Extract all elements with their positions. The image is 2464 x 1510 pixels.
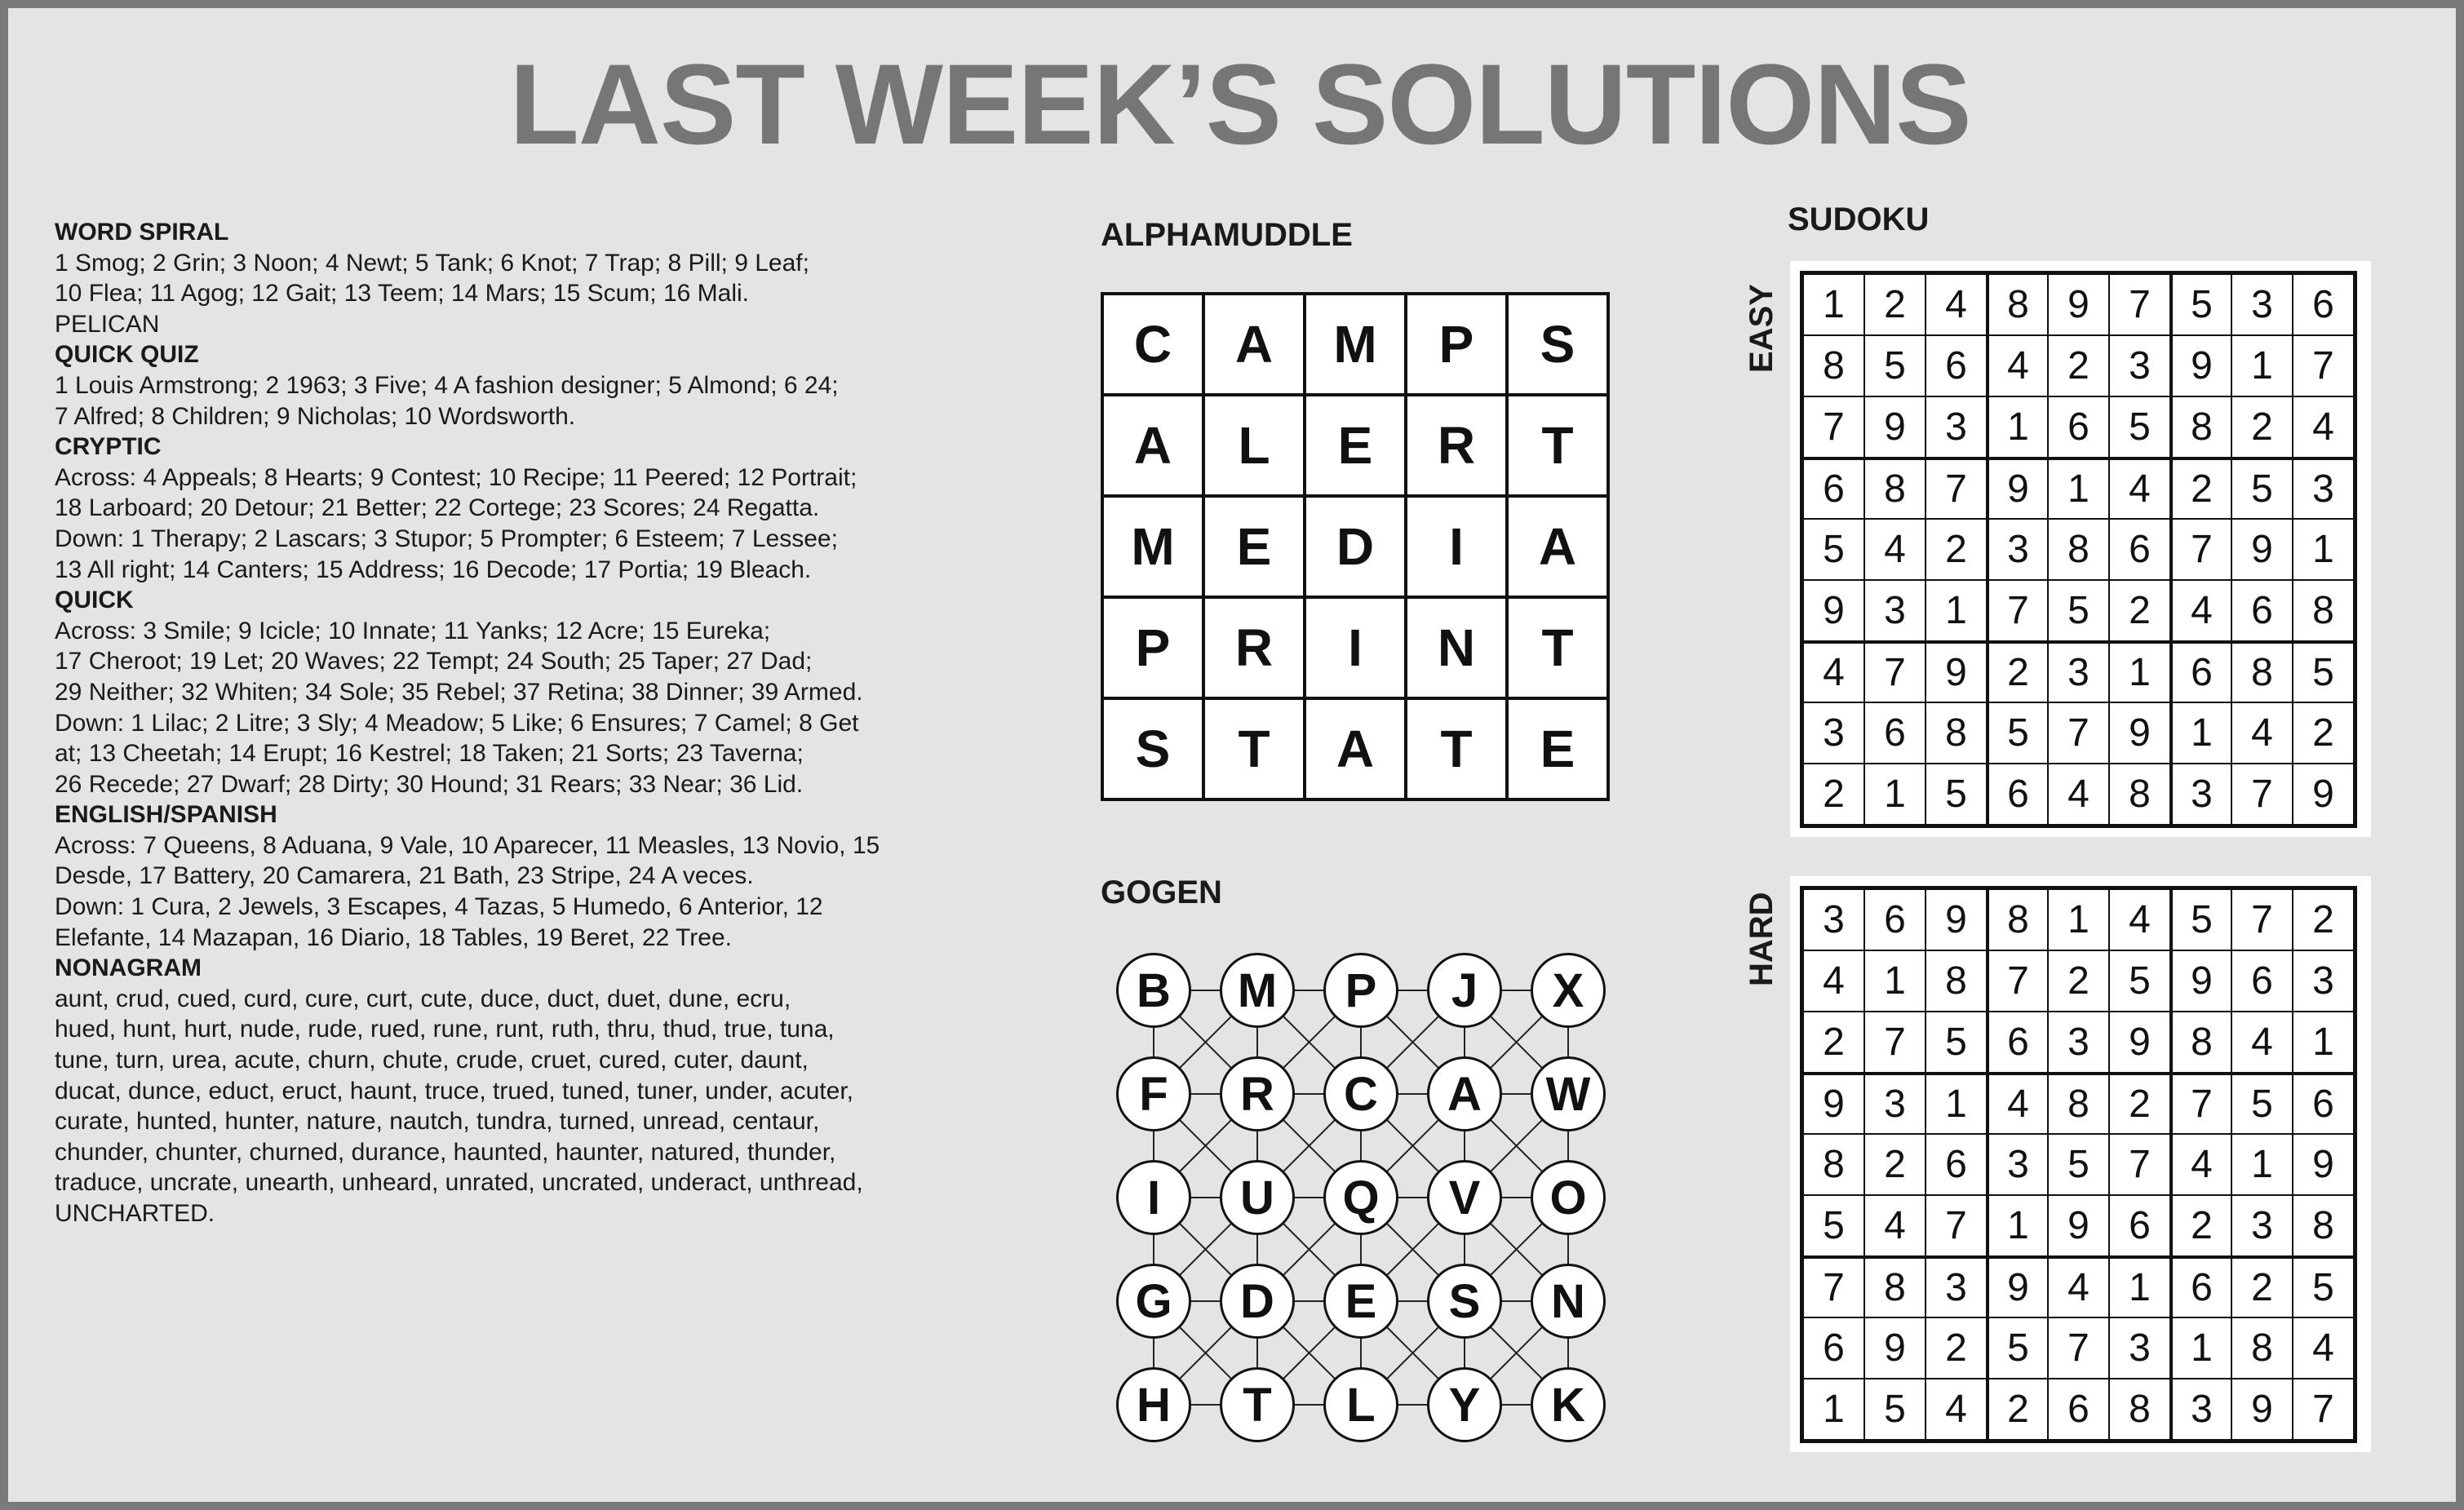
- easy-sudoku-cell: 3: [2293, 458, 2354, 519]
- hard-sudoku-cell: 1: [2170, 1317, 2231, 1379]
- easy-sudoku-cell: 3: [1926, 396, 1987, 458]
- easy-sudoku-cell: 4: [1803, 641, 1864, 702]
- hard-sudoku-cell: 4: [2170, 1134, 2231, 1195]
- easy-sudoku-grid: [1800, 271, 2357, 828]
- easy-sudoku-cell: 4: [2231, 702, 2293, 764]
- section-heading: ENGLISH/SPANISH: [55, 801, 277, 829]
- hard-sudoku-cell: 6: [2170, 1256, 2231, 1317]
- gogen-heading: GOGEN: [1101, 875, 1222, 910]
- section-line: Across: 4 Appeals; 8 Hearts; 9 Contest; 10 Recipe; 11 Peered; 12 Portrait;: [55, 463, 858, 491]
- hard-sudoku-cell: 5: [2231, 1073, 2293, 1134]
- alphamuddle-cell: S: [1102, 698, 1203, 799]
- easy-sudoku-cell: 7: [2293, 335, 2354, 396]
- easy-sudoku-cell: 5: [1803, 519, 1864, 580]
- section-heading: QUICK: [55, 587, 134, 614]
- section-line: curate, hunted, hunter, nature, nautch, tundra, turned, unread, centaur,: [55, 1108, 820, 1136]
- hard-sudoku-cell: 4: [1926, 1379, 1987, 1440]
- easy-sudoku-cell: 6: [1987, 764, 2048, 825]
- alphamuddle-cell: S: [1507, 294, 1608, 395]
- section-line: chunder, chunter, churned, durance, haunted, haunter, natured, thunder,: [55, 1138, 836, 1166]
- hard-sudoku-cell: 8: [2170, 1012, 2231, 1073]
- gogen-node: R: [1220, 1056, 1295, 1131]
- alphamuddle-cell: P: [1102, 597, 1203, 698]
- gogen-node: I: [1116, 1160, 1191, 1235]
- easy-sudoku-cell: 2: [2170, 458, 2231, 519]
- alphamuddle-cell: E: [1203, 496, 1305, 597]
- hard-sudoku-cell: 4: [2293, 1317, 2354, 1379]
- gogen-node: H: [1116, 1367, 1191, 1442]
- gogen-node: A: [1427, 1056, 1502, 1131]
- easy-sudoku-cell: 2: [1803, 764, 1864, 825]
- gogen-node: D: [1220, 1264, 1295, 1339]
- gogen-node: U: [1220, 1160, 1295, 1235]
- alphamuddle-cell: P: [1406, 294, 1507, 395]
- alphamuddle-cell: C: [1102, 294, 1203, 395]
- hard-sudoku-cell: 1: [1926, 1073, 1987, 1134]
- hard-sudoku-cell: 6: [2109, 1195, 2170, 1256]
- alphamuddle-cell: A: [1507, 496, 1608, 597]
- easy-sudoku-cell: 9: [1864, 396, 1926, 458]
- easy-sudoku-cell: 6: [1864, 702, 1926, 764]
- hard-sudoku-cell: 6: [2293, 1073, 2354, 1134]
- alphamuddle-cell: M: [1305, 294, 1406, 395]
- easy-sudoku-cell: 1: [2109, 641, 2170, 702]
- hard-sudoku-cell: 2: [2170, 1195, 2231, 1256]
- easy-sudoku-cell: 3: [1987, 519, 2048, 580]
- easy-sudoku-cell: 8: [1987, 274, 2048, 335]
- hard-sudoku-cell: 7: [2293, 1379, 2354, 1440]
- hard-sudoku-cell: 3: [1987, 1134, 2048, 1195]
- hard-sudoku-cell: 7: [1926, 1195, 1987, 1256]
- easy-sudoku-cell: 7: [1987, 580, 2048, 641]
- easy-sudoku-cell: 7: [2109, 274, 2170, 335]
- hard-sudoku-cell: 8: [1803, 1134, 1864, 1195]
- easy-sudoku-cell: 4: [2109, 458, 2170, 519]
- hard-sudoku-cell: 2: [1803, 1012, 1864, 1073]
- section-line: hued, hunt, hurt, nude, rude, rued, rune, runt, ruth, thru, thud, true, tuna,: [55, 1016, 835, 1043]
- hard-sudoku-cell: 3: [2293, 950, 2354, 1012]
- easy-sudoku-cell: 2: [1987, 641, 2048, 702]
- gogen-node: K: [1531, 1367, 1606, 1442]
- easy-sudoku-cell: 1: [1987, 396, 2048, 458]
- hard-sudoku-cell: 4: [2109, 889, 2170, 950]
- alphamuddle-cell: L: [1203, 395, 1305, 496]
- hard-label: HARD: [1744, 892, 1779, 986]
- gogen-puzzle: [1101, 938, 1624, 1460]
- solutions-text-column: [55, 217, 1034, 1229]
- easy-sudoku-cell: 7: [2048, 702, 2109, 764]
- hard-sudoku-cell: 9: [2293, 1134, 2354, 1195]
- easy-sudoku-cell: 2: [2109, 580, 2170, 641]
- easy-sudoku-cell: 3: [1803, 702, 1864, 764]
- section-line: traduce, uncrate, unearth, unheard, unrated, uncrated, underact, unthread,: [55, 1169, 863, 1197]
- easy-sudoku-cell: 6: [2048, 396, 2109, 458]
- hard-sudoku-cell: 8: [1926, 950, 1987, 1012]
- alphamuddle-cell: M: [1102, 496, 1203, 597]
- alphamuddle-cell: E: [1507, 698, 1608, 799]
- alphamuddle-cell: T: [1406, 698, 1507, 799]
- easy-sudoku-cell: 5: [1987, 702, 2048, 764]
- hard-sudoku-cell: 6: [2048, 1379, 2109, 1440]
- easy-sudoku-cell: 3: [2048, 641, 2109, 702]
- hard-sudoku-cell: 3: [1803, 889, 1864, 950]
- alphamuddle-cell: I: [1305, 597, 1406, 698]
- section-line: 7 Alfred; 8 Children; 9 Nicholas; 10 Wordsworth.: [55, 402, 576, 430]
- section-heading: CRYPTIC: [55, 433, 162, 461]
- easy-sudoku-cell: 9: [2231, 519, 2293, 580]
- easy-sudoku-cell: 4: [2048, 764, 2109, 825]
- hard-sudoku-cell: 9: [2048, 1195, 2109, 1256]
- gogen-node: E: [1323, 1264, 1398, 1339]
- section-line: Elefante, 14 Mazapan, 16 Diario, 18 Tables, 19 Beret, 22 Tree.: [55, 923, 732, 951]
- easy-sudoku-cell: 3: [2170, 764, 2231, 825]
- easy-sudoku-cell: 6: [1926, 335, 1987, 396]
- hard-sudoku-cell: 2: [2231, 1256, 2293, 1317]
- gogen-node: P: [1323, 953, 1398, 1028]
- hard-sudoku-cell: 6: [1864, 889, 1926, 950]
- easy-sudoku-cell: 6: [2293, 274, 2354, 335]
- easy-sudoku-cell: 8: [2109, 764, 2170, 825]
- hard-sudoku-cell: 8: [2231, 1317, 2293, 1379]
- easy-sudoku-cell: 9: [2048, 274, 2109, 335]
- easy-sudoku-cell: 6: [2231, 580, 2293, 641]
- hard-sudoku-cell: 5: [1864, 1379, 1926, 1440]
- gogen-node: N: [1531, 1264, 1606, 1339]
- hard-sudoku-cell: 8: [2048, 1073, 2109, 1134]
- hard-sudoku-cell: 1: [2231, 1134, 2293, 1195]
- hard-sudoku-cell: 2: [1987, 1379, 2048, 1440]
- easy-sudoku-cell: 3: [1864, 580, 1926, 641]
- easy-sudoku-cell: 1: [2293, 519, 2354, 580]
- alphamuddle-grid: [1101, 292, 1610, 801]
- hard-sudoku-cell: 5: [2109, 950, 2170, 1012]
- alphamuddle-cell: A: [1102, 395, 1203, 496]
- easy-sudoku-cell: 9: [2170, 335, 2231, 396]
- section-line: 18 Larboard; 20 Detour; 21 Better; 22 Cortege; 23 Scores; 24 Regatta.: [55, 494, 820, 522]
- hard-sudoku-cell: 4: [2048, 1256, 2109, 1317]
- hard-sudoku-cell: 1: [1803, 1379, 1864, 1440]
- easy-sudoku-cell: 1: [1803, 274, 1864, 335]
- easy-sudoku-cell: 8: [1864, 458, 1926, 519]
- hard-sudoku-cell: 3: [1926, 1256, 1987, 1317]
- section-line: 26 Recede; 27 Dwarf; 28 Dirty; 30 Hound; 31 Rears; 33 Near; 36 Lid.: [55, 770, 804, 798]
- section-heading: NONAGRAM: [55, 954, 202, 982]
- gogen-node: X: [1531, 953, 1606, 1028]
- hard-sudoku-cell: 3: [2170, 1379, 2231, 1440]
- easy-sudoku-cell: 1: [2170, 702, 2231, 764]
- easy-sudoku-cell: 6: [2170, 641, 2231, 702]
- hard-sudoku-cell: 3: [2048, 1012, 2109, 1073]
- easy-sudoku-cell: 6: [2109, 519, 2170, 580]
- hard-sudoku-cell: 4: [1803, 950, 1864, 1012]
- hard-sudoku-cell: 9: [2109, 1012, 2170, 1073]
- alphamuddle-cell: N: [1406, 597, 1507, 698]
- easy-sudoku-cell: 7: [1926, 458, 1987, 519]
- alphamuddle-heading: ALPHAMUDDLE: [1101, 217, 1353, 253]
- hard-sudoku-cell: 6: [2231, 950, 2293, 1012]
- gogen-node: M: [1220, 953, 1295, 1028]
- gogen-node: Y: [1427, 1367, 1502, 1442]
- section-line: 29 Neither; 32 Whiten; 34 Sole; 35 Rebel; 37 Retina; 38 Dinner; 39 Armed.: [55, 678, 863, 706]
- easy-sudoku-cell: 5: [2109, 396, 2170, 458]
- alphamuddle-cell: T: [1507, 395, 1608, 496]
- easy-sudoku-cell: 7: [2170, 519, 2231, 580]
- hard-sudoku-cell: 7: [2231, 889, 2293, 950]
- gogen-node: F: [1116, 1056, 1191, 1131]
- hard-sudoku-cell: 2: [1864, 1134, 1926, 1195]
- hard-sudoku-cell: 6: [1803, 1317, 1864, 1379]
- easy-sudoku-cell: 7: [1803, 396, 1864, 458]
- hard-sudoku-cell: 8: [2293, 1195, 2354, 1256]
- hard-sudoku-cell: 8: [2109, 1379, 2170, 1440]
- easy-sudoku-cell: 5: [2048, 580, 2109, 641]
- easy-sudoku-cell: 5: [2293, 641, 2354, 702]
- easy-sudoku-cell: 4: [2170, 580, 2231, 641]
- section-line: Down: 1 Cura, 2 Jewels, 3 Escapes, 4 Tazas, 5 Humedo, 6 Anterior, 12: [55, 893, 823, 921]
- hard-sudoku-cell: 6: [1926, 1134, 1987, 1195]
- gogen-node: J: [1427, 953, 1502, 1028]
- hard-sudoku-cell: 5: [2293, 1256, 2354, 1317]
- alphamuddle-cell: T: [1507, 597, 1608, 698]
- hard-sudoku-cell: 4: [1864, 1195, 1926, 1256]
- alphamuddle-cell: A: [1305, 698, 1406, 799]
- gogen-node: B: [1116, 953, 1191, 1028]
- hard-sudoku-cell: 1: [2109, 1256, 2170, 1317]
- easy-sudoku-cell: 5: [2170, 274, 2231, 335]
- gogen-node: V: [1427, 1160, 1502, 1235]
- easy-sudoku-cell: 2: [2231, 396, 2293, 458]
- hard-sudoku-grid: [1800, 886, 2357, 1443]
- hard-sudoku-cell: 7: [1803, 1256, 1864, 1317]
- hard-sudoku-cell: 1: [1864, 950, 1926, 1012]
- easy-sudoku-cell: 4: [1864, 519, 1926, 580]
- easy-sudoku-cell: 1: [2231, 335, 2293, 396]
- easy-sudoku-cell: 9: [2293, 764, 2354, 825]
- hard-sudoku-cell: 3: [1864, 1073, 1926, 1134]
- hard-sudoku-cell: 2: [1926, 1317, 1987, 1379]
- alphamuddle-cell: I: [1406, 496, 1507, 597]
- hard-sudoku-cell: 4: [2231, 1012, 2293, 1073]
- hard-sudoku-cell: 9: [2170, 950, 2231, 1012]
- alphamuddle-cell: R: [1203, 597, 1305, 698]
- easy-sudoku-cell: 1: [2048, 458, 2109, 519]
- hard-sudoku-cell: 3: [2231, 1195, 2293, 1256]
- section-line: UNCHARTED.: [55, 1200, 215, 1227]
- hard-sudoku-cell: 9: [1926, 889, 1987, 950]
- section-line: 1 Louis Armstrong; 2 1963; 3 Five; 4 A fashion designer; 5 Almond; 6 24;: [55, 371, 839, 399]
- gogen-node: O: [1531, 1160, 1606, 1235]
- hard-sudoku-cell: 7: [1987, 950, 2048, 1012]
- hard-sudoku-cell: 7: [1864, 1012, 1926, 1073]
- section-heading: WORD SPIRAL: [55, 219, 229, 246]
- easy-sudoku-cell: 4: [1987, 335, 2048, 396]
- hard-sudoku-cell: 1: [2293, 1012, 2354, 1073]
- easy-sudoku-cell: 5: [2231, 458, 2293, 519]
- easy-sudoku-cell: 8: [2293, 580, 2354, 641]
- easy-sudoku-cell: 2: [2048, 335, 2109, 396]
- easy-sudoku-cell: 8: [1803, 335, 1864, 396]
- easy-sudoku-cell: 1: [1864, 764, 1926, 825]
- hard-sudoku-cell: 1: [1987, 1195, 2048, 1256]
- section-line: 1 Smog; 2 Grin; 3 Noon; 4 Newt; 5 Tank; 6 Knot; 7 Trap; 8 Pill; 9 Leaf;: [55, 249, 809, 277]
- section-line: PELICAN: [55, 310, 160, 338]
- gogen-node: L: [1323, 1367, 1398, 1442]
- easy-sudoku-cell: 9: [1926, 641, 1987, 702]
- gogen-node: S: [1427, 1264, 1502, 1339]
- easy-sudoku-cell: 9: [1803, 580, 1864, 641]
- alphamuddle-cell: A: [1203, 294, 1305, 395]
- gogen-node: C: [1323, 1056, 1398, 1131]
- hard-sudoku-cell: 8: [1864, 1256, 1926, 1317]
- easy-sudoku-cell: 8: [2170, 396, 2231, 458]
- hard-sudoku-cell: 9: [2231, 1379, 2293, 1440]
- hard-sudoku-cell: 7: [2109, 1134, 2170, 1195]
- easy-sudoku-cell: 8: [2231, 641, 2293, 702]
- easy-sudoku-cell: 9: [2109, 702, 2170, 764]
- easy-sudoku-cell: 5: [1864, 335, 1926, 396]
- section-line: Desde, 17 Battery, 20 Camarera, 21 Bath, 23 Stripe, 24 A veces.: [55, 862, 754, 890]
- hard-sudoku-cell: 9: [1803, 1073, 1864, 1134]
- gogen-node: Q: [1323, 1160, 1398, 1235]
- page-title: LAST WEEK’S SOLUTIONS: [509, 40, 1971, 168]
- hard-sudoku-cell: 5: [1803, 1195, 1864, 1256]
- easy-sudoku-cell: 3: [2109, 335, 2170, 396]
- easy-sudoku-cell: 7: [2231, 764, 2293, 825]
- hard-sudoku-cell: 5: [1987, 1317, 2048, 1379]
- hard-sudoku-cell: 8: [1987, 889, 2048, 950]
- hard-sudoku-cell: 7: [2170, 1073, 2231, 1134]
- hard-sudoku-cell: 2: [2109, 1073, 2170, 1134]
- section-line: at; 13 Cheetah; 14 Erupt; 16 Kestrel; 18 Taken; 21 Sorts; 23 Taverna;: [55, 740, 804, 768]
- easy-sudoku-cell: 9: [1987, 458, 2048, 519]
- hard-sudoku-cell: 3: [2109, 1317, 2170, 1379]
- section-line: Down: 1 Therapy; 2 Lascars; 3 Stupor; 5 Prompter; 6 Esteem; 7 Lessee;: [55, 525, 838, 552]
- alphamuddle-cell: D: [1305, 496, 1406, 597]
- hard-sudoku-cell: 9: [1864, 1317, 1926, 1379]
- hard-sudoku-cell: 7: [2048, 1317, 2109, 1379]
- easy-sudoku-cell: 4: [2293, 396, 2354, 458]
- easy-label: EASY: [1744, 284, 1779, 373]
- hard-sudoku-cell: 4: [1987, 1073, 2048, 1134]
- section-line: aunt, crud, cued, curd, cure, curt, cute, duce, duct, duet, dune, ecru,: [55, 985, 791, 1012]
- hard-sudoku-cell: 1: [2048, 889, 2109, 950]
- section-line: Across: 7 Queens, 8 Aduana, 9 Vale, 10 Aparecer, 11 Measles, 13 Novio, 15: [55, 831, 880, 859]
- hard-sudoku-cell: 5: [1926, 1012, 1987, 1073]
- alphamuddle-cell: R: [1406, 395, 1507, 496]
- easy-sudoku-cell: 1: [1926, 580, 1987, 641]
- easy-sudoku-cell: 4: [1926, 274, 1987, 335]
- hard-sudoku-cell: 2: [2293, 889, 2354, 950]
- gogen-node: W: [1531, 1056, 1606, 1131]
- hard-sudoku-cell: 6: [1987, 1012, 2048, 1073]
- easy-sudoku-cell: 6: [1803, 458, 1864, 519]
- easy-sudoku-cell: 8: [1926, 702, 1987, 764]
- hard-sudoku-cell: 9: [1987, 1256, 2048, 1317]
- alphamuddle-cell: E: [1305, 395, 1406, 496]
- easy-sudoku-cell: 2: [1926, 519, 1987, 580]
- gogen-node: G: [1116, 1264, 1191, 1339]
- section-line: Across: 3 Smile; 9 Icicle; 10 Innate; 11 Yanks; 12 Acre; 15 Eureka;: [55, 617, 771, 644]
- section-line: Down: 1 Lilac; 2 Litre; 3 Sly; 4 Meadow; 5 Like; 6 Ensures; 7 Camel; 8 Get: [55, 709, 859, 737]
- hard-sudoku-cell: 5: [2048, 1134, 2109, 1195]
- easy-sudoku-cell: 8: [2048, 519, 2109, 580]
- easy-sudoku-cell: 5: [1926, 764, 1987, 825]
- easy-sudoku-cell: 3: [2231, 274, 2293, 335]
- gogen-node: T: [1220, 1367, 1295, 1442]
- easy-sudoku-cell: 2: [1864, 274, 1926, 335]
- sudoku-heading: SUDOKU: [1788, 201, 1930, 237]
- section-line: 10 Flea; 11 Agog; 12 Gait; 13 Teem; 14 Mars; 15 Scum; 16 Mali.: [55, 280, 750, 308]
- section-line: 17 Cheroot; 19 Let; 20 Waves; 22 Tempt; 24 South; 25 Taper; 27 Dad;: [55, 648, 813, 675]
- hard-sudoku-cell: 2: [2048, 950, 2109, 1012]
- section-line: tune, turn, urea, acute, churn, chute, crude, cruet, cured, cuter, daunt,: [55, 1047, 809, 1074]
- section-line: ducat, dunce, educt, eruct, haunt, truce, trued, tuned, tuner, under, acuter,: [55, 1077, 853, 1105]
- easy-sudoku-cell: 2: [2293, 702, 2354, 764]
- alphamuddle-cell: T: [1203, 698, 1305, 799]
- section-heading: QUICK QUIZ: [55, 341, 199, 369]
- section-line: 13 All right; 14 Canters; 15 Address; 16 Decode; 17 Portia; 19 Bleach.: [55, 556, 812, 583]
- hard-sudoku-cell: 5: [2170, 889, 2231, 950]
- easy-sudoku-cell: 7: [1864, 641, 1926, 702]
